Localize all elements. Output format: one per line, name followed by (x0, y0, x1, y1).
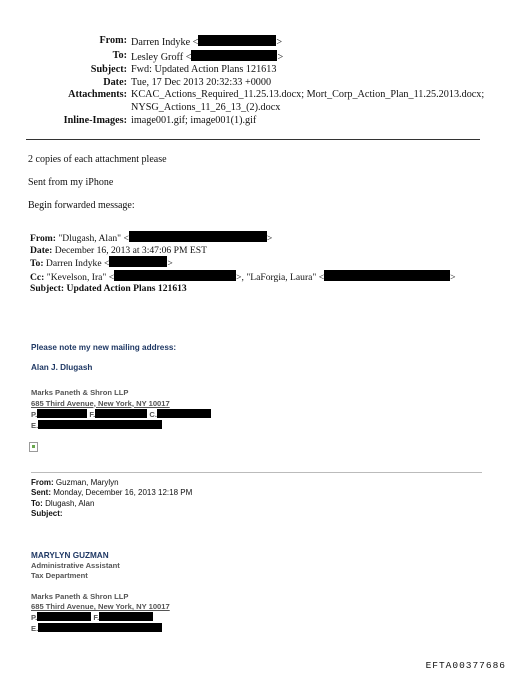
redaction-bar (198, 35, 276, 46)
fwd-cc-label: Cc: (30, 271, 45, 283)
header-inline-images-value: image001.gif; image001(1).gif (131, 114, 257, 126)
header-date-value: Tue, 17 Dec 2013 20:32:33 +0000 (131, 76, 272, 88)
attachments-line-2: NYSG_Actions_11_26_13_(2).docx (131, 101, 281, 113)
signature2-email-row: E. (31, 623, 170, 634)
signature2-firm: Marks Paneth & Shron LLP (31, 591, 129, 601)
signature2-name: MARYLYN GUZMAN (31, 551, 109, 560)
signature2-title: Administrative Assistant (31, 561, 120, 571)
fwd-subject-row (30, 283, 490, 295)
fwd-subject-value: Updated Action Plans 121613 (66, 283, 187, 295)
fwd-from-row: From: "Dlugash, Alan" < > (30, 233, 273, 244)
document-id: EFTA00377686 (425, 660, 506, 671)
redaction-bar (157, 409, 211, 418)
signature-marylyn (31, 551, 170, 634)
header-attachments-row (20, 89, 490, 114)
fwd-date-row: Date: December 16, 2013 at 3:47:06 PM EST (30, 244, 207, 256)
signature-name: Alan J. Dlugash (31, 363, 93, 373)
signature-firm: Marks Paneth & Shron LLP (31, 388, 129, 398)
fwd-to-row: To: Darren Indyke < > (30, 258, 173, 270)
redaction-bar (37, 409, 87, 418)
redaction-bar (38, 623, 162, 632)
redaction-bar (129, 231, 267, 242)
redaction-bar (114, 270, 236, 281)
header-subject-row (20, 64, 490, 77)
header-date-row (20, 77, 490, 90)
body-line-1: 2 copies of each attachment please (28, 154, 167, 165)
body-line-3: Begin forwarded message: (28, 200, 135, 211)
inner-to-row: To: Dlugash, Alan (31, 498, 95, 508)
redaction-bar (191, 50, 277, 61)
fwd-date-label: Date: (30, 244, 53, 256)
header-inline-images-row (20, 115, 490, 128)
inner-subject-row: Subject: (31, 509, 63, 519)
inner-message-header (31, 478, 192, 520)
fwd-from-label: From: (30, 233, 56, 244)
forwarded-header (30, 231, 490, 295)
header-inline-images-label: Inline-Images: (63, 114, 127, 126)
header-divider (26, 139, 480, 140)
signature-email-row: E. (31, 420, 211, 431)
header-date-label: Date: (103, 76, 127, 88)
redaction-bar (37, 612, 91, 621)
redaction-bar (99, 612, 153, 621)
inner-sent-row: Sent: Monday, December 16, 2013 12:18 PM (31, 488, 193, 498)
message-divider (31, 472, 482, 473)
header-attachments-label: Attachments: (68, 89, 127, 101)
header-from-value: Darren Indyke < (131, 37, 199, 48)
inner-from-row: From: Guzman, Marylyn (31, 478, 119, 487)
header-from-row: From: Darren Indyke < > (20, 35, 490, 50)
attachments-line-1: KCAC_Actions_Required_11.25.13.docx; Mort_Corp_Action_Plan_11.25.2013.docx; (131, 89, 485, 101)
fwd-subject-label: Subject: (30, 283, 65, 295)
header-to-value: Lesley Groff < (131, 51, 192, 63)
redaction-bar (109, 256, 167, 267)
signature2-address: 685 Third Avenue, New York, NY 10017 (31, 601, 170, 611)
redaction-bar (324, 270, 450, 281)
signature2-phone-row: P. F. (31, 612, 170, 623)
header-subject-value: Fwd: Updated Action Plans 121613 (131, 64, 277, 76)
signature-alan (31, 343, 211, 431)
email-header (20, 35, 490, 127)
broken-image-icon (29, 442, 38, 452)
signature-address: 685 Third Avenue, New York, NY 10017 (31, 398, 170, 408)
header-from-label: From: (99, 35, 127, 46)
fwd-to-label: To: (30, 258, 44, 270)
redaction-bar (95, 409, 147, 418)
header-to-row: To: Lesley Groff < > (20, 50, 490, 65)
body-line-2: Sent from my iPhone (28, 177, 114, 188)
redaction-bar (38, 420, 162, 429)
mailing-address-notice: Please note my new mailing address: (31, 343, 177, 352)
signature-phone-row: P. F. C. (31, 409, 211, 420)
header-subject-label: Subject: (90, 64, 127, 76)
header-to-label: To: (112, 49, 127, 61)
signature2-dept: Tax Department (31, 571, 88, 581)
fwd-cc-row: Cc: "Kevelson, Ira" < >, "LaForgia, Laura" < > (30, 271, 456, 283)
